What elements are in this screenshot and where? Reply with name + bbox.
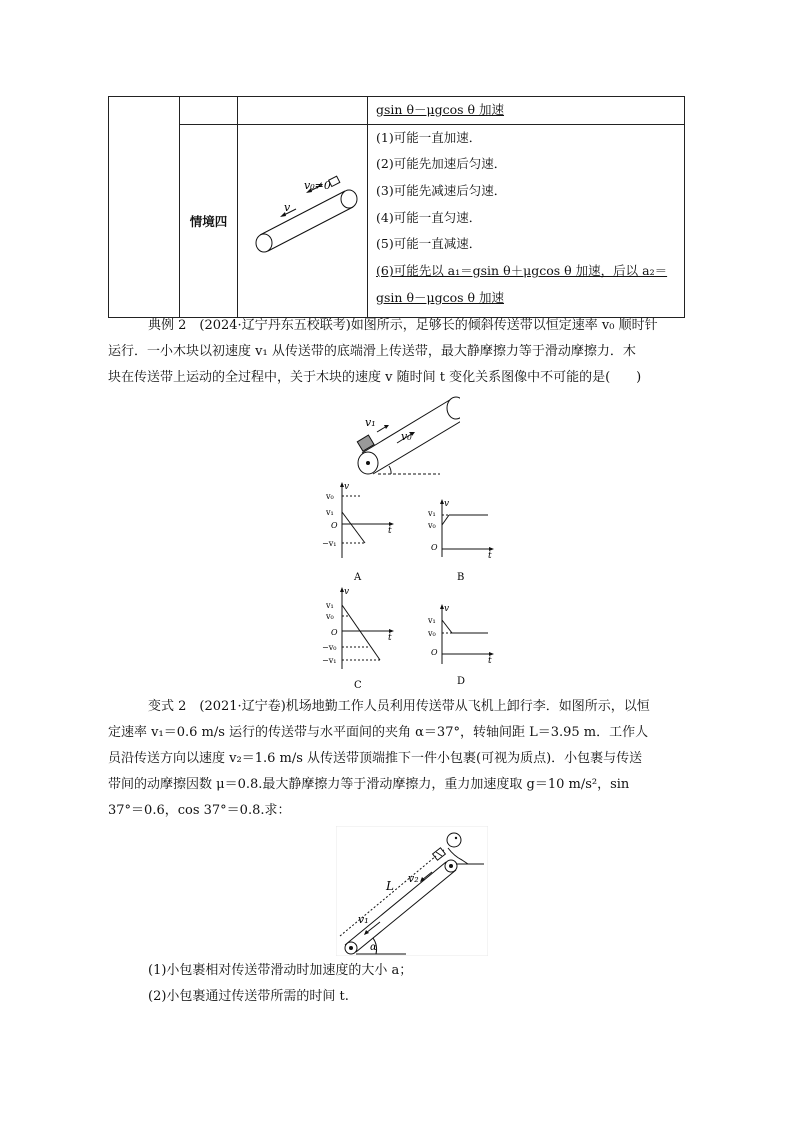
belt-v1-label: v₁ bbox=[365, 416, 376, 429]
graph-a-caption: A bbox=[354, 572, 362, 583]
example2-line2: 运行．一小木块以初速度 v₁ 从传送带的底端滑上传送带，最大静摩擦力等于滑动摩擦力．木 bbox=[108, 344, 636, 359]
luggage-belt-figure bbox=[336, 826, 488, 956]
example2-belt-figure bbox=[345, 390, 460, 482]
graph-d-yaxis: v bbox=[444, 604, 450, 614]
graph-a-yaxis: v bbox=[344, 482, 350, 492]
scenario-table bbox=[108, 96, 685, 318]
graph-c-yaxis: v bbox=[344, 587, 350, 597]
graph-b-origin: O bbox=[431, 543, 438, 552]
graph-c-tick-neg-v0: −v₀ bbox=[322, 643, 337, 652]
graph-a bbox=[320, 480, 400, 585]
graph-c bbox=[320, 585, 400, 695]
graph-d-xaxis: t bbox=[488, 656, 492, 666]
graph-a-tick-neg-v1: −v₁ bbox=[322, 539, 337, 548]
option-3: (3)可能先减速后匀速． bbox=[376, 183, 507, 199]
scene-label: 情境四 bbox=[180, 124, 238, 317]
graph-b bbox=[420, 497, 500, 585]
graph-c-origin: O bbox=[331, 628, 338, 637]
graph-a-origin: O bbox=[331, 521, 338, 530]
option-5: (5)可能一直减速． bbox=[376, 236, 482, 252]
table-cell-empty bbox=[238, 97, 368, 125]
v-label: v bbox=[284, 200, 291, 214]
graph-c-caption: C bbox=[354, 680, 362, 691]
luggage-alpha-label: α bbox=[370, 942, 377, 953]
table-row1-text: gsin θ－μgcos θ 加速 bbox=[376, 102, 505, 117]
graph-d-tick-v0: v₀ bbox=[428, 629, 436, 638]
inclined-belt-diagram bbox=[238, 125, 367, 314]
luggage-v1-label: v₁ bbox=[358, 913, 369, 926]
option-6-cont: gsin θ－μgcos θ 加速 bbox=[376, 289, 505, 305]
example2-line3: 块在传送带上运动的全过程中，关于木块的速度 v 随时间 t 变化关系图像中不可能的是( ) bbox=[108, 370, 642, 385]
graph-b-yaxis: v bbox=[444, 499, 450, 509]
luggage-v2-label: v₂ bbox=[408, 872, 419, 885]
table-cell-empty bbox=[180, 97, 238, 125]
options-list bbox=[368, 125, 684, 312]
option-2: (2)可能先加速后匀速． bbox=[376, 156, 507, 172]
graph-b-caption: B bbox=[457, 572, 465, 583]
luggage-L-label: L bbox=[386, 879, 394, 893]
example2-line1: 典例 2 (2024·辽宁丹东五校联考)如图所示，足够长的倾斜传送带以恒定速率 v₀ 顺时针 bbox=[148, 318, 658, 333]
graph-b-xaxis: t bbox=[488, 551, 492, 561]
belt-v0-label: v₀ bbox=[401, 430, 412, 443]
v0-label: v₀≠0 bbox=[304, 178, 331, 192]
variant2-questions bbox=[148, 958, 678, 1010]
table-cell-empty bbox=[109, 97, 180, 318]
question-1: (1)小包裹相对传送带滑动时加速度的大小 a； bbox=[148, 963, 413, 978]
graph-d-tick-v1: v₁ bbox=[428, 616, 436, 625]
graph-d-origin: O bbox=[431, 648, 438, 657]
variant2-text bbox=[108, 694, 686, 824]
graph-a-tick-v1: v₁ bbox=[326, 508, 334, 517]
graph-b-tick-v1: v₁ bbox=[428, 509, 436, 518]
example2-text bbox=[108, 313, 686, 391]
graph-c-xaxis: t bbox=[388, 633, 392, 643]
variant2-line2: 定速率 v₁＝0.6 m/s 运行的传送带与水平面间的夹角 α＝37°，转轴间距 L＝3.95 m．工作人 bbox=[108, 725, 649, 740]
question-2: (2)小包裹通过传送带所需的时间 t. bbox=[148, 989, 349, 1004]
graph-a-xaxis: t bbox=[388, 526, 392, 536]
variant2-line4: 带间的动摩擦因数 μ＝0.8.最大静摩擦力等于滑动摩擦力，重力加速度取 g＝10 m/s²，sin bbox=[108, 777, 630, 792]
graph-c-tick-v1: v₁ bbox=[326, 601, 334, 610]
graph-d-caption: D bbox=[457, 676, 466, 687]
variant2-line3: 员沿传送方向以速度 v₂＝1.6 m/s 从传送带顶端推下一件小包裹(可视为质点)．小包裹与传送 bbox=[108, 751, 643, 766]
option-1: (1)可能一直加速． bbox=[376, 129, 482, 145]
graph-c-tick-neg-v1: −v₁ bbox=[322, 656, 337, 665]
option-4: (4)可能一直匀速． bbox=[376, 209, 482, 225]
graph-b-tick-v0: v₀ bbox=[428, 521, 436, 530]
variant2-line5: 37°＝0.6，cos 37°＝0.8.求： bbox=[108, 803, 291, 818]
graph-d bbox=[420, 602, 500, 692]
scene-diagram-cell bbox=[238, 124, 368, 317]
graph-a-tick-v0: v₀ bbox=[326, 492, 334, 501]
option-6: (6)可能先以 a₁＝gsin θ＋μgcos θ 加速，后以 a₂＝ bbox=[376, 263, 668, 279]
graph-c-tick-v0: v₀ bbox=[326, 612, 334, 621]
variant2-line1: 变式 2 (2021·辽宁卷)机场地勤工作人员利用传送带从飞机上卸行李．如图所示，以恒 bbox=[148, 699, 650, 714]
